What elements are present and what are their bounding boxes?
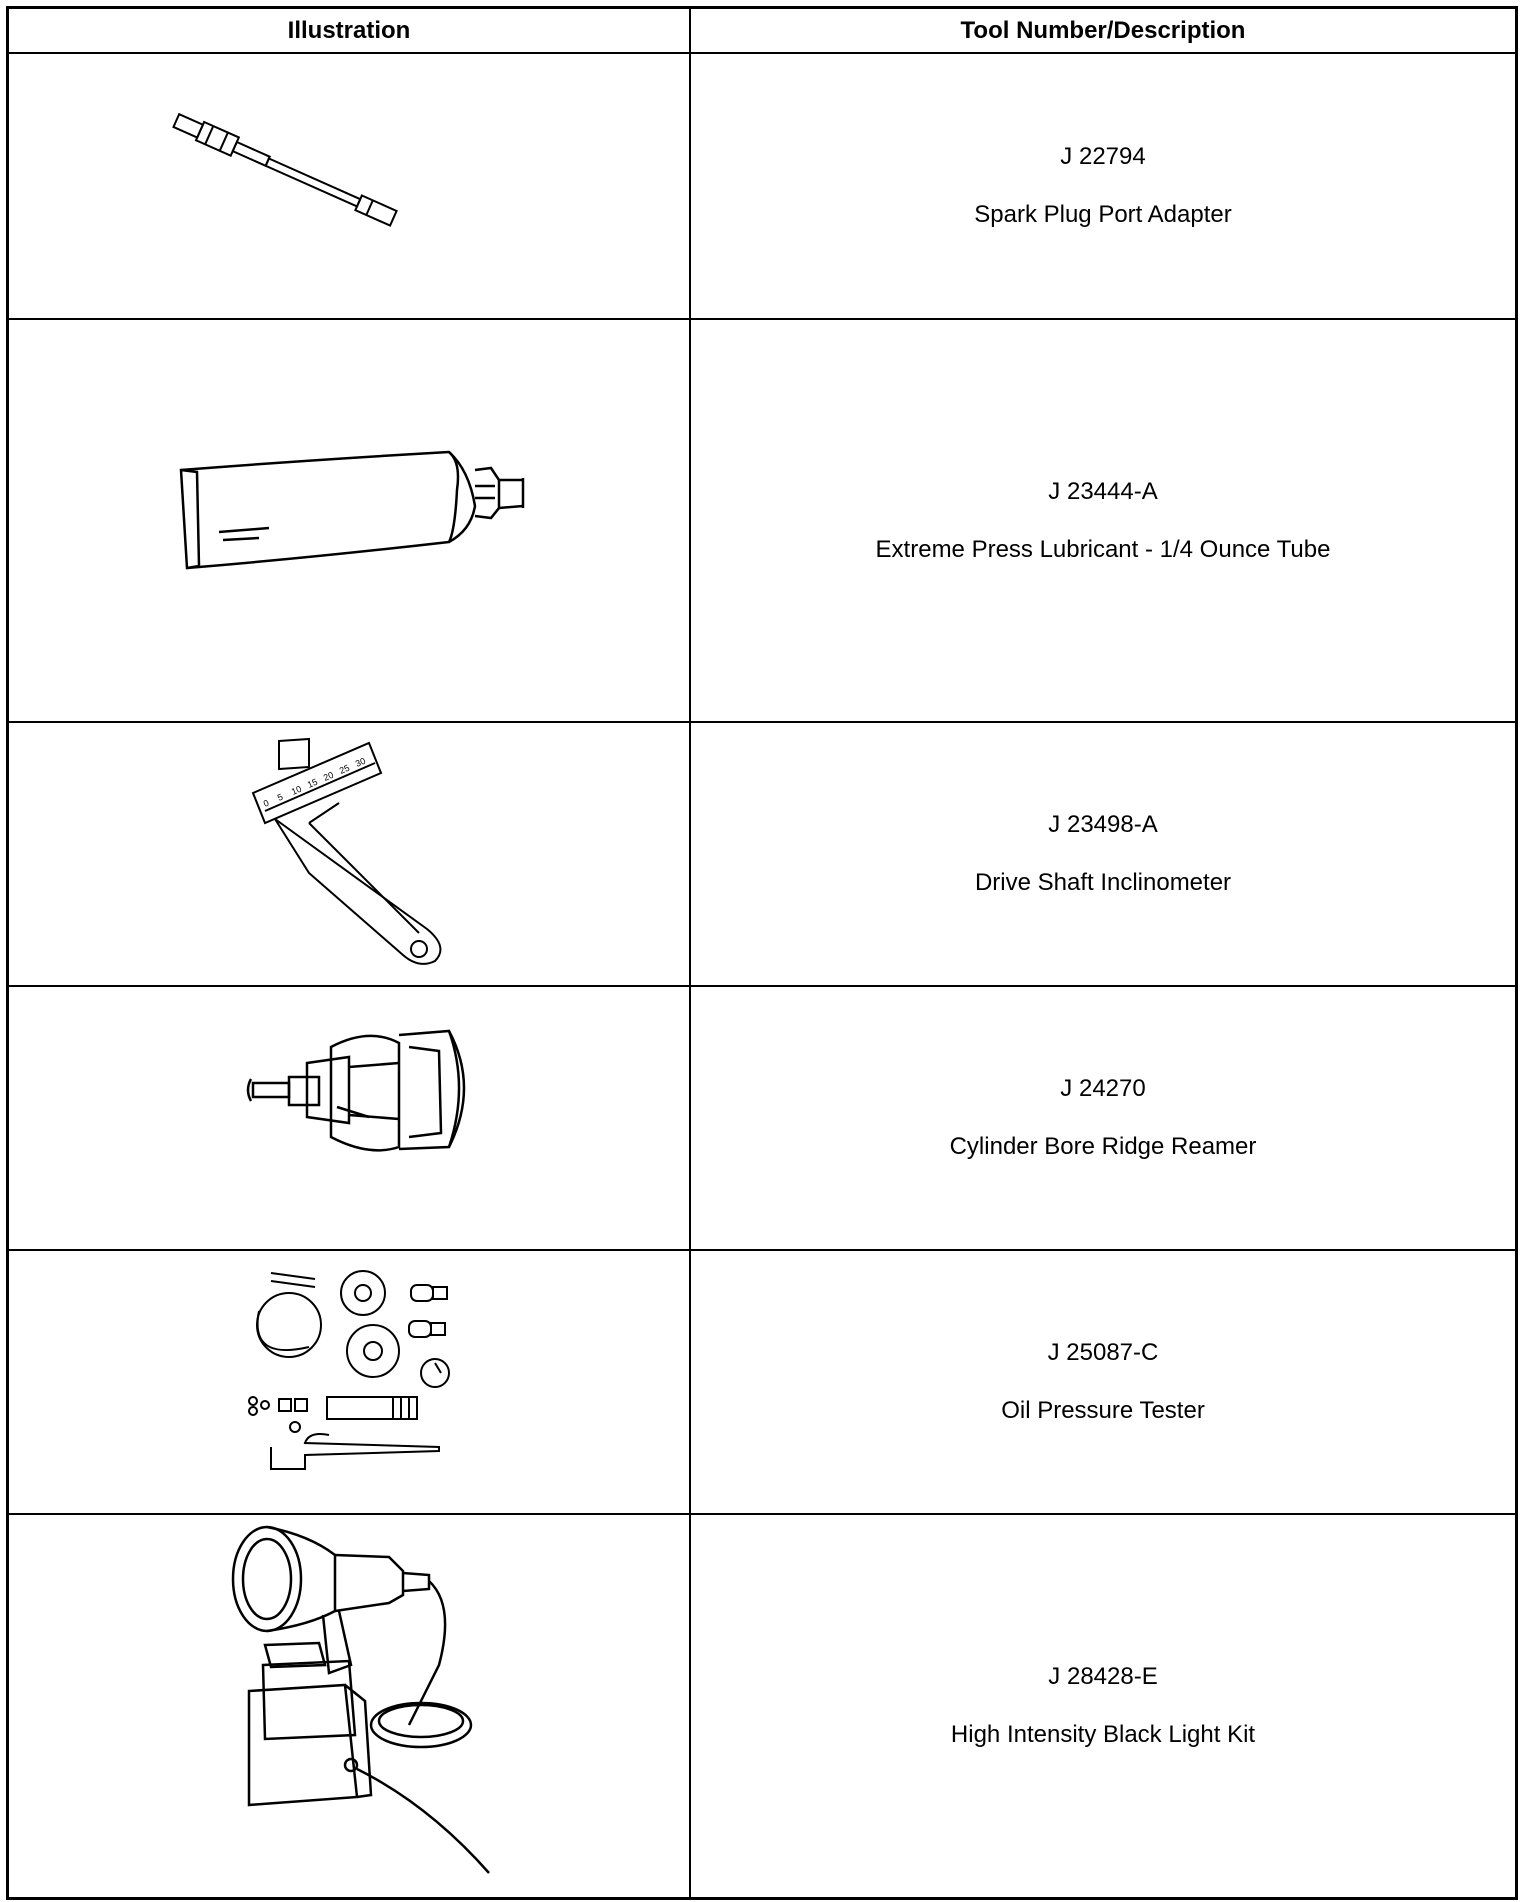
- header-illustration: Illustration: [287, 17, 411, 44]
- tool-description: Extreme Press Lubricant - 1/4 Ounce Tube: [875, 535, 1331, 563]
- table-row: [9, 54, 1515, 320]
- scale-label: 10: [289, 783, 304, 797]
- tool-description-cell: [691, 987, 1515, 1249]
- tool-description-cell: [691, 54, 1515, 318]
- oil-pressure-tester-icon: [9, 1251, 689, 1513]
- table-row: [9, 987, 1515, 1251]
- spark-plug-adapter-icon: [9, 54, 689, 318]
- scale-label: 25: [337, 762, 352, 776]
- scale-label: 15: [305, 776, 320, 790]
- inclinometer-icon: [9, 723, 689, 985]
- tool-table: [6, 6, 1518, 1900]
- scale-label: 0: [261, 797, 271, 809]
- tool-description: Oil Pressure Tester: [1001, 1397, 1205, 1424]
- header-tool-description: Tool Number/Description: [960, 17, 1246, 44]
- tool-description-cell: [691, 1515, 1515, 1897]
- tool-number: J 23444-A: [1048, 477, 1158, 505]
- table-header: [9, 9, 1515, 54]
- ridge-reamer-icon: [9, 987, 689, 1249]
- tool-number: J 22794: [1060, 143, 1146, 170]
- tool-description: Spark Plug Port Adapter: [974, 201, 1232, 228]
- scale-label: 20: [321, 769, 336, 783]
- tool-number: J 28428-E: [1048, 1663, 1158, 1690]
- table-row: [9, 723, 1515, 987]
- tool-number: J 24270: [1060, 1075, 1146, 1102]
- lubricant-tube-icon: [9, 320, 689, 721]
- tool-description-cell: [691, 320, 1515, 721]
- tool-description: Cylinder Bore Ridge Reamer: [949, 1133, 1257, 1160]
- table-row: [9, 1251, 1515, 1515]
- tool-description: Drive Shaft Inclinometer: [974, 869, 1232, 896]
- table-row: [9, 320, 1515, 723]
- table-row: [9, 1515, 1515, 1897]
- tool-number: J 23498-A: [1048, 811, 1158, 838]
- tool-description-cell: [691, 723, 1515, 985]
- black-light-kit-icon: [9, 1515, 689, 1897]
- tool-description-cell: [691, 1251, 1515, 1513]
- tool-description: High Intensity Black Light Kit: [950, 1721, 1256, 1748]
- scale-label: 30: [353, 755, 368, 769]
- scale-label: 5: [275, 791, 285, 803]
- tool-number: J 25087-C: [1047, 1339, 1159, 1366]
